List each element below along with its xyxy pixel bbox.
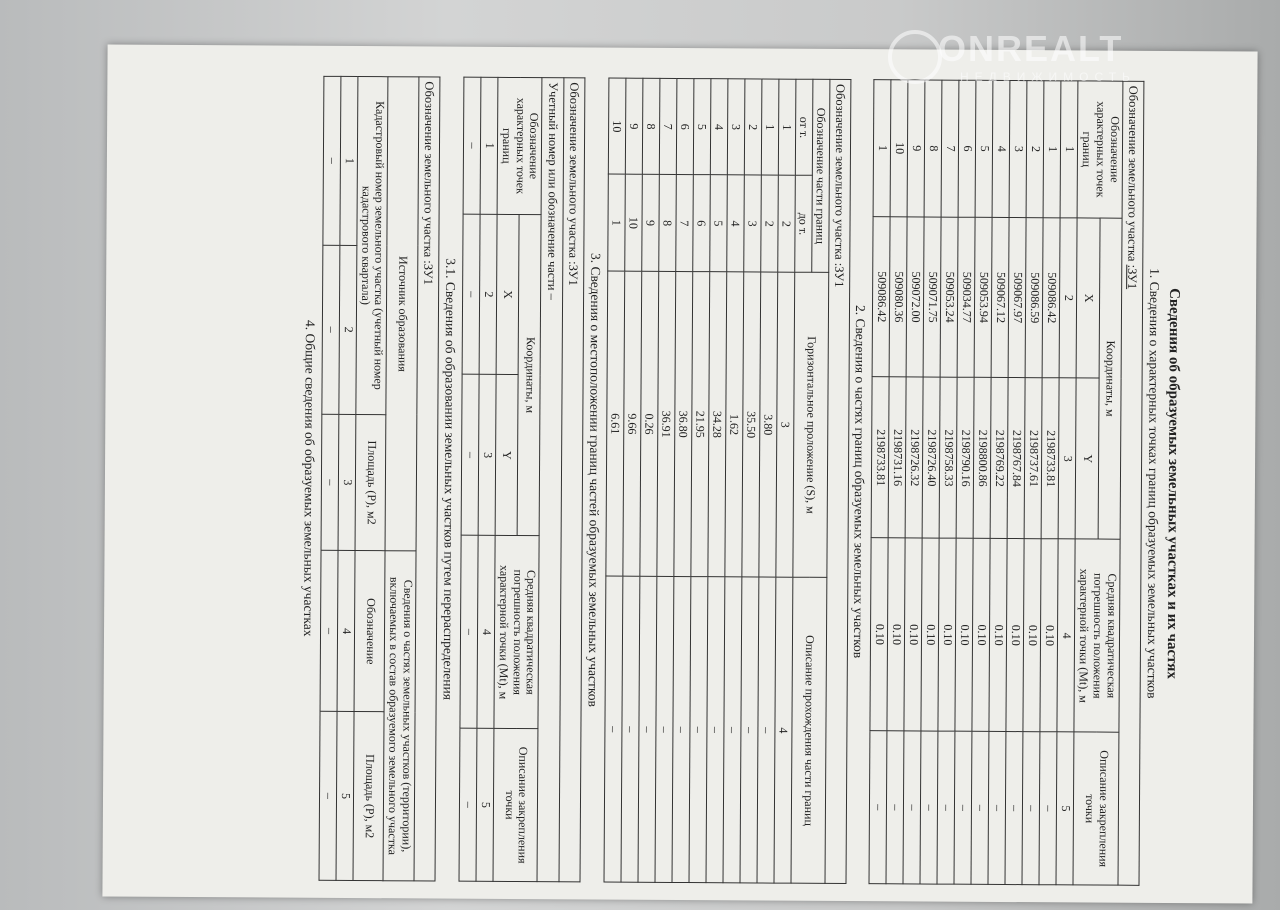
table-cell: 2 [744,79,762,176]
table-cell: – [971,732,989,885]
table-cell: 2198800.86 [974,378,992,539]
table-cell: – [988,732,1006,885]
table-cell: 0.26 [639,271,658,577]
table-cell: 509086.59 [1026,217,1044,378]
characteristic-points-table [869,79,1123,886]
table-cell: 0.10 [870,538,888,731]
table-cell: 2198731.16 [889,377,907,538]
section-3-part-label: Учетный номер или обозначение части – [538,77,564,882]
table-cell: 2198790.16 [957,378,975,539]
col-fix: Описание закрепления точки [493,729,538,882]
table-cell: 2198733.81 [1042,378,1060,539]
boundary-parts-table [603,78,830,884]
table-cell: 1 [874,80,892,217]
table-cell: 3 [1059,378,1077,539]
table-cell: 9 [625,78,643,175]
table-cell: 10 [608,78,626,175]
table-cell: – [321,414,339,551]
table-cell: 4 [726,175,744,272]
table-cell: 2 [339,245,357,414]
section-3-plot-label: Обозначение земельного участка :ЗУ1 [559,77,585,882]
col-length: Горизонтальное проложение (S), м [792,272,828,578]
table-cell: 0.10 [1006,539,1024,732]
table-cell: – [459,728,477,881]
table-cell: 5 [693,79,711,176]
table-cell: 509080.36 [890,216,908,377]
col-fix: Описание закрепления точки [1073,732,1118,885]
table-cell: – [869,731,887,884]
table-cell: 0.10 [921,538,939,731]
table-cell: – [1022,732,1040,885]
document-sheet [85,74,1190,886]
col-to: до т. [794,176,812,273]
table-cell: – [920,731,938,884]
table-cell: 2198726.40 [923,377,941,538]
table-cell: 2 [479,214,497,375]
table-cell: – [757,577,776,883]
table-cell: – [320,551,338,712]
col-mt: Средняя квадратическая погрешность положения характерной точки (Mt), м [1074,539,1120,732]
table-cell: 0.10 [989,539,1007,732]
redistribution-table [318,76,419,882]
table-cell: 3 [743,175,761,272]
table-cell: 509067.97 [1009,217,1027,378]
table-cell: 0.10 [887,538,905,731]
col-point: Обозначение характерных точек границ [497,77,542,214]
table-cell: 7 [942,80,960,217]
table-cell: 2198733.81 [872,377,890,538]
table-cell: – [604,576,623,882]
table-cell: 2198769.22 [991,378,1009,539]
col-point: Обозначение характерных точек границ [1078,81,1123,218]
table-cell: 2198767.84 [1008,378,1026,539]
table-cell: 0.10 [1023,539,1041,732]
col-coords: Координаты, м [1098,218,1122,540]
table-cell: 509053.94 [975,217,993,378]
table-cell: 2 [777,176,795,273]
table-cell: 8 [642,78,660,175]
table-cell: 509034.77 [958,217,976,378]
table-cell: – [723,577,742,883]
table-cell: 2198737.61 [1025,378,1043,539]
col-coords: Координаты, м [517,214,541,536]
table-cell: 509086.42 [1043,217,1061,378]
table-cell: – [460,535,478,728]
table-cell: 0.10 [955,538,973,731]
table-cell: 1 [480,77,498,214]
table-cell: – [322,245,340,414]
table-cell: 1 [1061,81,1079,218]
table-cell: 4 [1057,539,1075,732]
col-from: от т. [795,79,813,176]
document-title: Сведения об образуемых земельных участках и их частях [1163,288,1183,679]
table-cell: – [937,731,955,884]
col-part-area: Площадь (P), м2 [353,712,385,881]
table-cell: 9.66 [622,271,641,577]
table-cell: 10 [891,80,909,217]
table-cell: 4 [774,578,793,884]
table-cell: 1 [1044,81,1062,218]
table-cell: – [689,577,708,883]
table-cell: 9 [641,175,659,272]
table-cell: 7 [675,175,693,272]
table-cell: 5 [336,712,354,881]
table-cell: – [886,731,904,884]
table-cell: – [462,214,480,375]
part-location-table [458,77,542,882]
table-cell: 6.61 [605,271,624,577]
watermark-brand: ONREALT [938,28,1124,69]
col-x: X [496,214,519,375]
section-2-plot-label: Обозначение земельного участка :ЗУ1 [825,79,851,884]
table-cell: – [706,577,725,883]
section-1-title: 1. Сведения о характерных точках границ образуемых земельных участков [1144,268,1163,699]
col-y: Y [495,375,518,536]
points-rows [869,80,1061,885]
table-cell: – [1039,732,1057,885]
document-photo [102,44,1257,903]
table-cell: 34.28 [707,272,726,578]
table-cell: 1.62 [724,272,743,578]
watermark [880,28,1136,84]
table-cell: 2 [760,175,778,272]
table-cell: – [323,76,341,245]
table-cell: 6 [959,80,977,217]
col-x: X [1077,218,1100,379]
table-cell: – [461,375,479,536]
table-cell: 3 [775,272,794,578]
table-cell: – [319,711,337,880]
table-cell: 1 [761,79,779,176]
col-designation: Обозначение [354,551,386,712]
table-cell: 3 [478,375,496,536]
table-cell: 3 [727,79,745,176]
table-cell: 10 [624,175,642,272]
col-mt: Средняя квадратическая погрешность положения характерной точки (Mt), м [494,536,540,729]
section-31-title: 3.1. Сведения об образовании земельных участков путем перераспределения [440,258,459,700]
table-cell: 0.10 [1040,539,1058,732]
table-cell: 8 [925,80,943,217]
plot-prefix: Обозначение земельного участка [1125,85,1141,262]
table-cell: 509067.12 [992,217,1010,378]
section-4-title: 4. Общие сведения об образуемых земельных участках [300,319,318,637]
table-cell: 1 [607,175,625,272]
table-cell: 5 [976,80,994,217]
table-cell: – [903,731,921,884]
table-cell: – [621,577,640,883]
table-cell: 7 [659,78,677,175]
table-cell: 21.95 [690,272,709,578]
table-cell: 4 [993,80,1011,217]
table-cell: 3.80 [758,272,777,578]
table-cell: 5 [709,175,727,272]
table-cell: 6 [692,175,710,272]
table-cell: 4 [710,79,728,176]
table-cell: – [740,577,759,883]
table-cell: 0.10 [904,538,922,731]
table-cell: 5 [1056,732,1074,885]
col-area: Площадь (P), м2 [355,414,386,551]
table-cell: 4 [337,551,355,712]
table-cell: 1 [340,76,358,245]
col-parts-info: Сведения о частях земельных участков (территории), включаемых в состав образуемого земельного участка [383,551,416,881]
table-cell: 1 [778,79,796,176]
table-cell: 3 [1010,81,1028,218]
table-cell: – [1005,732,1023,885]
table-cell: 2 [1027,81,1045,218]
plot-code: :ЗУ1 [1125,264,1140,290]
table-cell: 509086.42 [873,216,891,377]
table-cell: 35.50 [741,272,760,578]
section-3-title: 3. Сведения о местоположении границ частей образуемых земельных участков [585,252,603,708]
section-31-plot-label: Обозначение земельного участка :ЗУ1 [415,76,441,881]
table-cell: – [638,577,657,883]
table-cell: – [672,577,691,883]
table-cell: 2198758.33 [940,378,958,539]
table-cell: 5 [476,728,494,881]
table-cell: 2198726.32 [906,377,924,538]
table-cell: 36.80 [673,271,692,577]
table-cell: – [655,577,674,883]
watermark-sub: НЕДВИЖИМОСТЬ [960,70,1136,84]
table-cell: 9 [908,80,926,217]
table-cell: – [954,731,972,884]
table-cell: 509053.24 [941,217,959,378]
parts-rows [604,78,779,883]
table-cell: 36.91 [656,271,675,577]
table-cell: 4 [477,536,495,729]
col-part: Обозначение части границ [811,79,829,272]
col-source: Источник образования [385,77,418,552]
table-cell: 0.10 [938,538,956,731]
table-cell: 2 [1060,217,1078,378]
table-cell: 8 [658,175,676,272]
col-y: Y [1076,378,1099,539]
col-description: Описание прохождения части границ [791,578,827,884]
col-cadastral: Кадастровый номер земельного участка (учетный номер кадастрового квартала) [356,77,389,415]
section-2-title: 2. Сведения о частях границ образуемых земельных участков [851,304,869,659]
table-cell: 3 [338,414,356,551]
table-cell: 509072.00 [907,217,925,378]
table-cell: 0.10 [972,539,990,732]
table-cell: – [463,77,481,214]
table-cell: 6 [676,78,694,175]
table-cell: 509071.75 [924,217,942,378]
